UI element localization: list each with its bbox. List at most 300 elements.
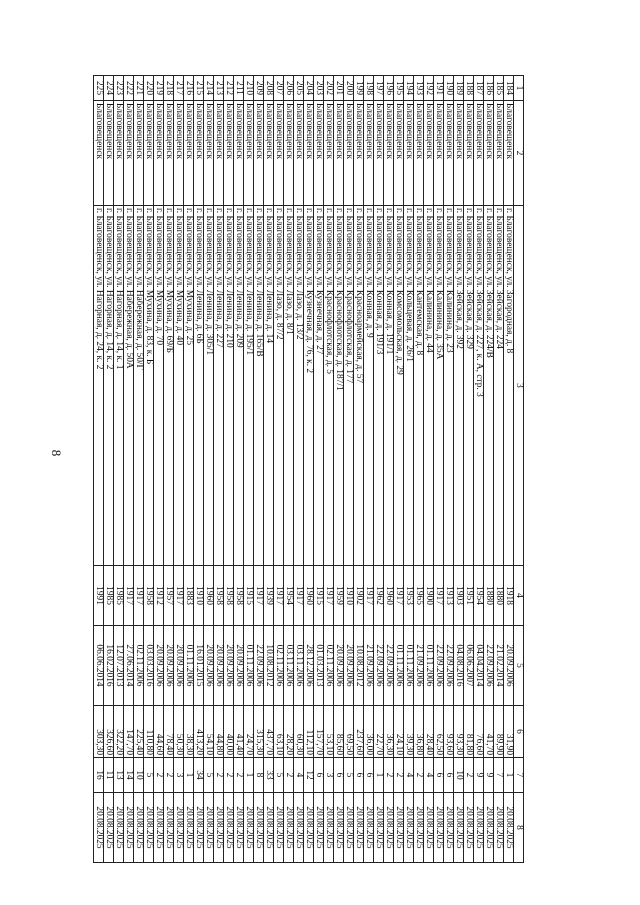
cell-date: 16.02.2016	[104, 626, 114, 706]
cell-deadline: 20.08.2025	[134, 793, 144, 863]
cell-date: 20.09.2006	[214, 626, 224, 706]
cell-row-index: 210	[244, 76, 254, 101]
cell-deadline: 20.08.2025	[164, 793, 174, 863]
cell-residents: 2	[234, 758, 244, 793]
cell-residents: 1	[504, 758, 514, 793]
cell-date: 01.11.2006	[404, 626, 414, 706]
cell-year-built: 1913	[444, 566, 454, 626]
cell-row-index: 216	[184, 76, 194, 101]
cell-row-index: 206	[284, 76, 294, 101]
cell-date: 20.09.2006	[344, 626, 354, 706]
page-number: 8	[49, 449, 64, 457]
cell-address: г. Благовещенск, ул. Лазо, д. 87/2	[274, 206, 284, 566]
cell-city: Благовещенск	[274, 101, 284, 206]
cell-year-built: 1910	[194, 566, 204, 626]
table-row	[244, 76, 254, 863]
cell-date: 20.09.2006	[154, 626, 164, 706]
cell-year-built: 1917	[124, 566, 134, 626]
cell-area: 41,70	[484, 706, 494, 758]
cell-address: г. Благовещенск, ул. Мухина, д. 69/Б	[164, 206, 174, 566]
cell-date: 16.01.2015	[194, 626, 204, 706]
cell-date: 21.09.2006	[364, 626, 374, 706]
cell-deadline: 20.08.2025	[344, 793, 354, 863]
cell-address: г. Благовещенск, ул. Конная, д. 9	[364, 206, 374, 566]
cell-deadline: 20.08.2025	[324, 793, 334, 863]
cell-date: 27.06.2014	[124, 626, 134, 706]
cell-row-index: 187	[474, 76, 484, 101]
cell-address: г. Благовещенск, ул. Комсомольская, д. 29	[394, 206, 404, 566]
cell-row-index: 214	[204, 76, 214, 101]
cell-area: 85,60	[334, 706, 344, 758]
rotated-table-frame	[94, 75, 524, 862]
cell-date: 03.11.2006	[294, 626, 304, 706]
cell-residents: 5	[144, 758, 154, 793]
cell-year-built: 1954	[284, 566, 294, 626]
cell-deadline: 20.08.2025	[204, 793, 214, 863]
table-row	[434, 76, 444, 863]
table-body	[94, 76, 524, 863]
cell-address: г. Благовещенск, ул. Набережная, д. 50А	[124, 206, 134, 566]
cell-deadline: 20.08.2025	[314, 793, 324, 863]
cell-row-index: 186	[484, 76, 494, 101]
cell-area: 110,80	[144, 706, 154, 758]
cell-city: Благовещенск	[134, 101, 144, 206]
cell-city: Благовещенск	[234, 101, 244, 206]
cell-address: г. Благовещенск, ул. Ленина, д. 14	[264, 206, 274, 566]
cell-residents: 10	[134, 758, 144, 793]
cell-year-built: 1953	[404, 566, 414, 626]
cell-city: Благовещенск	[454, 101, 464, 206]
cell-year-built: 1880	[494, 566, 504, 626]
cell-area: 157,70	[314, 706, 324, 758]
cell-residents: 6	[364, 758, 374, 793]
cell-city: Благовещенск	[314, 101, 324, 206]
cell-year-built: 1985	[104, 566, 114, 626]
cell-deadline: 20.08.2025	[394, 793, 404, 863]
cell-residents: 4	[424, 758, 434, 793]
table-row	[504, 76, 514, 863]
cell-area: 31,90	[504, 706, 514, 758]
cell-area: 54,10	[204, 706, 214, 758]
cell-deadline: 20.08.2025	[354, 793, 364, 863]
cell-year-built: 1965	[414, 566, 424, 626]
table-row	[124, 76, 134, 863]
cell-deadline: 20.08.2025	[154, 793, 164, 863]
cell-deadline: 20.08.2025	[244, 793, 254, 863]
table-container	[94, 75, 524, 862]
cell-year-built: 1958	[234, 566, 244, 626]
cell-year-built: 1991	[94, 566, 104, 626]
cell-row-index: 207	[274, 76, 284, 101]
cell-row-index: 197	[374, 76, 384, 101]
cell-year-built: 1917	[324, 566, 334, 626]
cell-residents: 3	[324, 758, 334, 793]
cell-row-index: 199	[354, 76, 364, 101]
cell-residents: 2	[224, 758, 234, 793]
cell-residents: 3	[174, 758, 184, 793]
cell-row-index: 184	[504, 76, 514, 101]
cell-address: г. Благовещенск, ул. Ленина, д. 195/1	[244, 206, 254, 566]
cell-year-built: 1915	[244, 566, 254, 626]
cell-deadline: 20.08.2025	[174, 793, 184, 863]
cell-date: 20.09.2006	[224, 626, 234, 706]
cell-date: 20.09.2006	[204, 626, 214, 706]
cell-row-index: 185	[494, 76, 504, 101]
table-row	[264, 76, 274, 863]
cell-row-index: 209	[254, 76, 264, 101]
cell-address: г. Благовещенск, ул. Зейская, д. 392	[454, 206, 464, 566]
cell-address: г. Благовещенск, ул. Лазо, д. 13/2	[294, 206, 304, 566]
cell-year-built: 1958	[224, 566, 234, 626]
cell-date: 28.12.2006	[304, 626, 314, 706]
cell-year-built: 1880	[484, 566, 494, 626]
cell-residents: 11	[104, 758, 114, 793]
cell-deadline: 20.08.2025	[384, 793, 394, 863]
cell-city: Благовещенск	[224, 101, 234, 206]
table-row	[234, 76, 244, 863]
cell-row-index: 212	[224, 76, 234, 101]
cell-address: г. Благовещенск, ул. Кольцевая, д. 26/1	[404, 206, 414, 566]
cell-deadline: 20.08.2025	[184, 793, 194, 863]
cell-area: 112,10	[304, 706, 314, 758]
column-number: 2	[514, 101, 524, 206]
cell-area: 237,60	[354, 706, 364, 758]
table-row	[324, 76, 334, 863]
cell-year-built: 1902	[354, 566, 364, 626]
cell-area: 36,00	[364, 706, 374, 758]
cell-date: 01.11.2006	[184, 626, 194, 706]
cell-area: 24,10	[394, 706, 404, 758]
cell-residents: 2	[154, 758, 164, 793]
cell-address: г. Благовещенск, ул. Краснофлотская, д. 187/1	[334, 206, 344, 566]
cell-residents: 12	[304, 758, 314, 793]
cell-deadline: 20.08.2025	[254, 793, 264, 863]
cell-city: Благовещенск	[204, 101, 214, 206]
table-row	[224, 76, 234, 863]
table-row	[204, 76, 214, 863]
cell-city: Благовещенск	[384, 101, 394, 206]
cell-date: 21.09.2006	[414, 626, 424, 706]
cell-area: 44,80	[214, 706, 224, 758]
cell-city: Благовещенск	[464, 101, 474, 206]
cell-residents: 6	[334, 758, 344, 793]
cell-city: Благовещенск	[444, 101, 454, 206]
column-number: 7	[514, 758, 524, 793]
column-number: 5	[514, 626, 524, 706]
column-number: 3	[514, 206, 524, 566]
cell-row-index: 200	[344, 76, 354, 101]
table-row	[464, 76, 474, 863]
cell-address: г. Благовещенск, ул. Нагорная, д. 24, к. 2	[94, 206, 104, 566]
column-number: 6	[514, 706, 524, 758]
cell-date: 20.09.2006	[334, 626, 344, 706]
column-number: 1	[514, 76, 524, 101]
cell-area: 69,50	[344, 706, 354, 758]
cell-city: Благовещенск	[404, 101, 414, 206]
cell-year-built: 1985	[114, 566, 124, 626]
cell-address: г. Благовещенск, ул. Мухина, д. 70	[154, 206, 164, 566]
table-row	[174, 76, 184, 863]
cell-area: 38,30	[184, 706, 194, 758]
cell-address: г. Благовещенск, ул. Мухина, д. 25	[184, 206, 194, 566]
cell-residents: 2	[164, 758, 174, 793]
cell-row-index: 219	[154, 76, 164, 101]
cell-deadline: 20.08.2025	[494, 793, 504, 863]
column-number-row	[514, 76, 524, 863]
cell-deadline: 20.08.2025	[144, 793, 154, 863]
cell-area: 413,20	[194, 706, 204, 758]
cell-address: г. Благовещенск, ул. Конная, д. 191/1	[384, 206, 394, 566]
cell-deadline: 20.08.2025	[444, 793, 454, 863]
cell-area: 322,20	[114, 706, 124, 758]
cell-date: 03.11.2006	[284, 626, 294, 706]
cell-date: 01.03.2013	[314, 626, 324, 706]
cell-residents: 6	[354, 758, 364, 793]
table-row	[394, 76, 404, 863]
table-row	[214, 76, 224, 863]
cell-date: 20.09.2006	[174, 626, 184, 706]
cell-address: г. Благовещенск, ул. Кантемская, д. 8	[414, 206, 424, 566]
table-row	[194, 76, 204, 863]
cell-residents: 8	[254, 758, 264, 793]
cell-city: Благовещенск	[124, 101, 134, 206]
table-row	[424, 76, 434, 863]
cell-date: 22.09.2006	[484, 626, 494, 706]
table-row	[354, 76, 364, 863]
cell-year-built: 1918	[504, 566, 514, 626]
cell-residents: 4	[404, 758, 414, 793]
table-row	[254, 76, 264, 863]
cell-residents: 6	[314, 758, 324, 793]
cell-residents: 10	[454, 758, 464, 793]
cell-address: г. Благовещенск, ул. Лазо, д. 8/1	[284, 206, 294, 566]
cell-city: Благовещенск	[494, 101, 504, 206]
cell-date: 02.11.2006	[324, 626, 334, 706]
cell-city: Благовещенск	[244, 101, 254, 206]
table-row	[494, 76, 504, 863]
cell-year-built: 1954	[474, 566, 484, 626]
cell-date: 10.08.2012	[354, 626, 364, 706]
table-row	[294, 76, 304, 863]
cell-city: Благовещенск	[414, 101, 424, 206]
cell-row-index: 215	[194, 76, 204, 101]
cell-city: Благовещенск	[504, 101, 514, 206]
cell-residents: 6	[444, 758, 454, 793]
cell-deadline: 20.08.2025	[504, 793, 514, 863]
cell-area: 326,60	[104, 706, 114, 758]
cell-year-built: 1917	[274, 566, 284, 626]
cell-city: Благовещенск	[354, 101, 364, 206]
cell-deadline: 20.08.2025	[424, 793, 434, 863]
table-row	[344, 76, 354, 863]
cell-area: 24,70	[244, 706, 254, 758]
cell-row-index: 196	[384, 76, 394, 101]
cell-date: 04.04.2014	[474, 626, 484, 706]
table-row	[304, 76, 314, 863]
cell-area: 44,60	[154, 706, 164, 758]
cell-city: Благовещенск	[194, 101, 204, 206]
cell-row-index: 189	[454, 76, 464, 101]
cell-date: 22.09.2006	[444, 626, 454, 706]
cell-area: 89,90	[494, 706, 504, 758]
cell-row-index: 213	[214, 76, 224, 101]
cell-deadline: 20.08.2025	[194, 793, 204, 863]
table-row	[184, 76, 194, 863]
cell-year-built: 1962	[374, 566, 384, 626]
cell-residents: 5	[204, 758, 214, 793]
cell-date: 20.09.2006	[164, 626, 174, 706]
cell-area: 40,00	[224, 706, 234, 758]
cell-residents: 13	[114, 758, 124, 793]
cell-city: Благовещенск	[434, 101, 444, 206]
cell-date: 10.08.2012	[264, 626, 274, 706]
cell-address: г. Благовещенск, ул. Ленина, д. 6Б	[194, 206, 204, 566]
table-row	[144, 76, 154, 863]
cell-deadline: 20.08.2025	[364, 793, 374, 863]
cell-residents: 9	[484, 758, 494, 793]
cell-address: г. Благовещенск, ул. Ленина, д. 165/В	[254, 206, 264, 566]
cell-area: 76,60	[474, 706, 484, 758]
cell-deadline: 20.08.2025	[434, 793, 444, 863]
cell-area: 36,30	[384, 706, 394, 758]
cell-year-built: 1960	[204, 566, 214, 626]
cell-address: г. Благовещенск, ул. Краснофлотская, д. 177	[344, 206, 354, 566]
cell-address: г. Благовещенск, ул. Конная, д. 191/3	[374, 206, 384, 566]
cell-address: г. Благовещенск, ул. Мухина, д. 40	[174, 206, 184, 566]
cell-deadline: 20.08.2025	[304, 793, 314, 863]
cell-city: Благовещенск	[104, 101, 114, 206]
cell-row-index: 191	[434, 76, 444, 101]
cell-year-built: 1917	[294, 566, 304, 626]
cell-city: Благовещенск	[394, 101, 404, 206]
cell-city: Благовещенск	[94, 101, 104, 206]
cell-deadline: 20.08.2025	[414, 793, 424, 863]
cell-row-index: 192	[424, 76, 434, 101]
cell-date: 22.09.2006	[384, 626, 394, 706]
cell-area: 22,70	[374, 706, 384, 758]
cell-area: 303,30	[94, 706, 104, 758]
cell-area: 60,30	[294, 706, 304, 758]
cell-area: 93,30	[454, 706, 464, 758]
cell-year-built: 1917	[174, 566, 184, 626]
cell-row-index: 224	[104, 76, 114, 101]
table-row	[444, 76, 454, 863]
cell-deadline: 20.08.2025	[454, 793, 464, 863]
cell-deadline: 20.08.2025	[104, 793, 114, 863]
cell-address: г. Благовещенск, ул. Нагорная, д. 14, к. 1	[114, 206, 124, 566]
cell-address: г. Благовещенск, ул. Загородная, д. 8	[504, 206, 514, 566]
cell-year-built: 1917	[434, 566, 444, 626]
cell-address: г. Благовещенск, ул. Калинина, д. 23	[444, 206, 454, 566]
cell-date: 22.09.2006	[374, 626, 384, 706]
cell-year-built: 1910	[344, 566, 354, 626]
cell-residents: 2	[284, 758, 294, 793]
cell-year-built: 1957	[164, 566, 174, 626]
cell-area: 41,40	[234, 706, 244, 758]
cell-residents: 4	[294, 758, 304, 793]
cell-city: Благовещенск	[154, 101, 164, 206]
cell-date: 21.02.2014	[494, 626, 504, 706]
table-row	[94, 76, 104, 863]
cell-address: г. Благовещенск, ул. Краснофлотская, д. 5	[324, 206, 334, 566]
cell-city: Благовещенск	[114, 101, 124, 206]
cell-residents: 5	[344, 758, 354, 793]
cell-address: г. Благовещенск, ул. Зейская, д. 224/В	[484, 206, 494, 566]
cell-year-built: 1917	[134, 566, 144, 626]
cell-year-built: 1917	[394, 566, 404, 626]
cell-area: 437,70	[264, 706, 274, 758]
cell-row-index: 208	[264, 76, 274, 101]
cell-address: г. Благовещенск, ул. Зейская, д. 329	[464, 206, 474, 566]
cell-address: г. Благовещенск, ул. Зейская, д. 224	[494, 206, 504, 566]
cell-date: 02.11.2006	[274, 626, 284, 706]
cell-city: Благовещенск	[324, 101, 334, 206]
cell-year-built: 1951	[464, 566, 474, 626]
table-row	[404, 76, 414, 863]
cell-year-built: 1958	[214, 566, 224, 626]
cell-row-index: 190	[444, 76, 454, 101]
cell-city: Благовещенск	[284, 101, 294, 206]
cell-address: г. Благовещенск, ул. Ленина, д. 210	[224, 206, 234, 566]
table-row	[104, 76, 114, 863]
cell-residents: 1	[374, 758, 384, 793]
cell-address: г. Благовещенск, ул. Калинина, д. 35А	[434, 206, 444, 566]
cell-date: 06.06.2007	[464, 626, 474, 706]
cell-deadline: 20.08.2025	[334, 793, 344, 863]
cell-year-built: 1939	[264, 566, 274, 626]
cell-residents: 5	[274, 758, 284, 793]
cell-date: 06.06.2014	[94, 626, 104, 706]
cell-row-index: 195	[394, 76, 404, 101]
cell-residents: 6	[434, 758, 444, 793]
cell-residents: 9	[474, 758, 484, 793]
cell-residents: 2	[414, 758, 424, 793]
cell-area: 63,10	[274, 706, 284, 758]
cell-row-index: 220	[144, 76, 154, 101]
cell-residents: 14	[124, 758, 134, 793]
cell-address: г. Благовещенск, ул. Кузнечная, д. 76, к. 2	[304, 206, 314, 566]
housing-register-table	[93, 75, 524, 863]
cell-row-index: 201	[334, 76, 344, 101]
table-row	[154, 76, 164, 863]
cell-year-built: 1960	[384, 566, 394, 626]
cell-row-index: 218	[164, 76, 174, 101]
cell-date: 12.07.2013	[114, 626, 124, 706]
cell-deadline: 20.08.2025	[94, 793, 104, 863]
cell-address: г. Благовещенск, ул. Калинина, д. 44	[424, 206, 434, 566]
cell-date: 01.11.2006	[394, 626, 404, 706]
cell-deadline: 20.08.2025	[474, 793, 484, 863]
cell-date: 22.09.2006	[434, 626, 444, 706]
table-row	[334, 76, 344, 863]
cell-deadline: 20.08.2025	[274, 793, 284, 863]
cell-date: 04.08.2016	[454, 626, 464, 706]
cell-residents: 16	[94, 758, 104, 793]
cell-year-built: 1915	[314, 566, 324, 626]
cell-residents: 2	[394, 758, 404, 793]
cell-row-index: 193	[414, 76, 424, 101]
cell-city: Благовещенск	[254, 101, 264, 206]
table-row	[274, 76, 284, 863]
cell-city: Благовещенск	[474, 101, 484, 206]
cell-address: г. Благовещенск, ул. Кузнечная, д. 27	[314, 206, 324, 566]
cell-residents: 2	[464, 758, 474, 793]
cell-address: г. Благовещенск, ул. Ленина, д. 305/1	[204, 206, 214, 566]
cell-date: 01.11.2006	[424, 626, 434, 706]
cell-date: 20.09.2006	[234, 626, 244, 706]
cell-year-built: 1900	[424, 566, 434, 626]
table-row	[314, 76, 324, 863]
